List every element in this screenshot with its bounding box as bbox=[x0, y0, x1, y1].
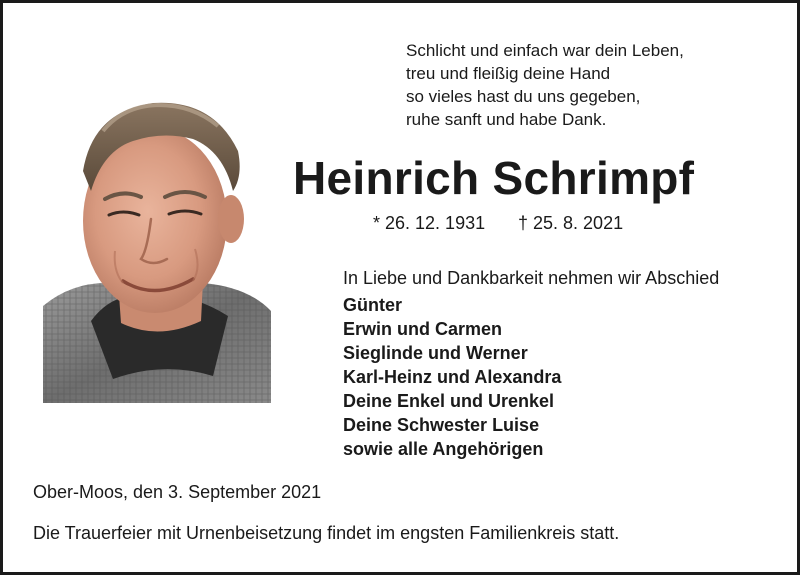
farewell-intro: In Liebe und Dankbarkeit nehmen wir Abschied bbox=[343, 268, 720, 288]
portrait-photo bbox=[43, 91, 271, 403]
mourner-name: Erwin und Carmen bbox=[343, 319, 503, 339]
poem-line: ruhe sanft und habe Dank. bbox=[406, 110, 607, 129]
mourner-name: Deine Enkel und Urenkel bbox=[343, 391, 555, 411]
mourner-name: Karl-Heinz und Alexandra bbox=[343, 367, 562, 387]
memorial-poem bbox=[406, 39, 684, 131]
mourner-list bbox=[343, 293, 561, 461]
mourner-name: sowie alle Angehörigen bbox=[343, 439, 544, 459]
mourner-name: Deine Schwester Luise bbox=[343, 415, 540, 435]
mourner-name: Günter bbox=[343, 295, 403, 315]
mourner-name: Sieglinde und Werner bbox=[343, 343, 528, 363]
birth-date: * 26. 12. 1931 bbox=[373, 213, 486, 233]
place-and-date: Ober-Moos, den 3. September 2021 bbox=[33, 482, 322, 502]
death-date: † 25. 8. 2021 bbox=[518, 213, 624, 233]
poem-line: treu und fleißig deine Hand bbox=[406, 64, 611, 83]
funeral-notice: Die Trauerfeier mit Urnenbeisetzung findet im engsten Familienkreis statt. bbox=[33, 523, 620, 543]
poem-line: Schlicht und einfach war dein Leben, bbox=[406, 41, 684, 60]
deceased-name: Heinrich Schrimpf bbox=[293, 152, 695, 204]
poem-line: so vieles hast du uns gegeben, bbox=[406, 87, 641, 106]
